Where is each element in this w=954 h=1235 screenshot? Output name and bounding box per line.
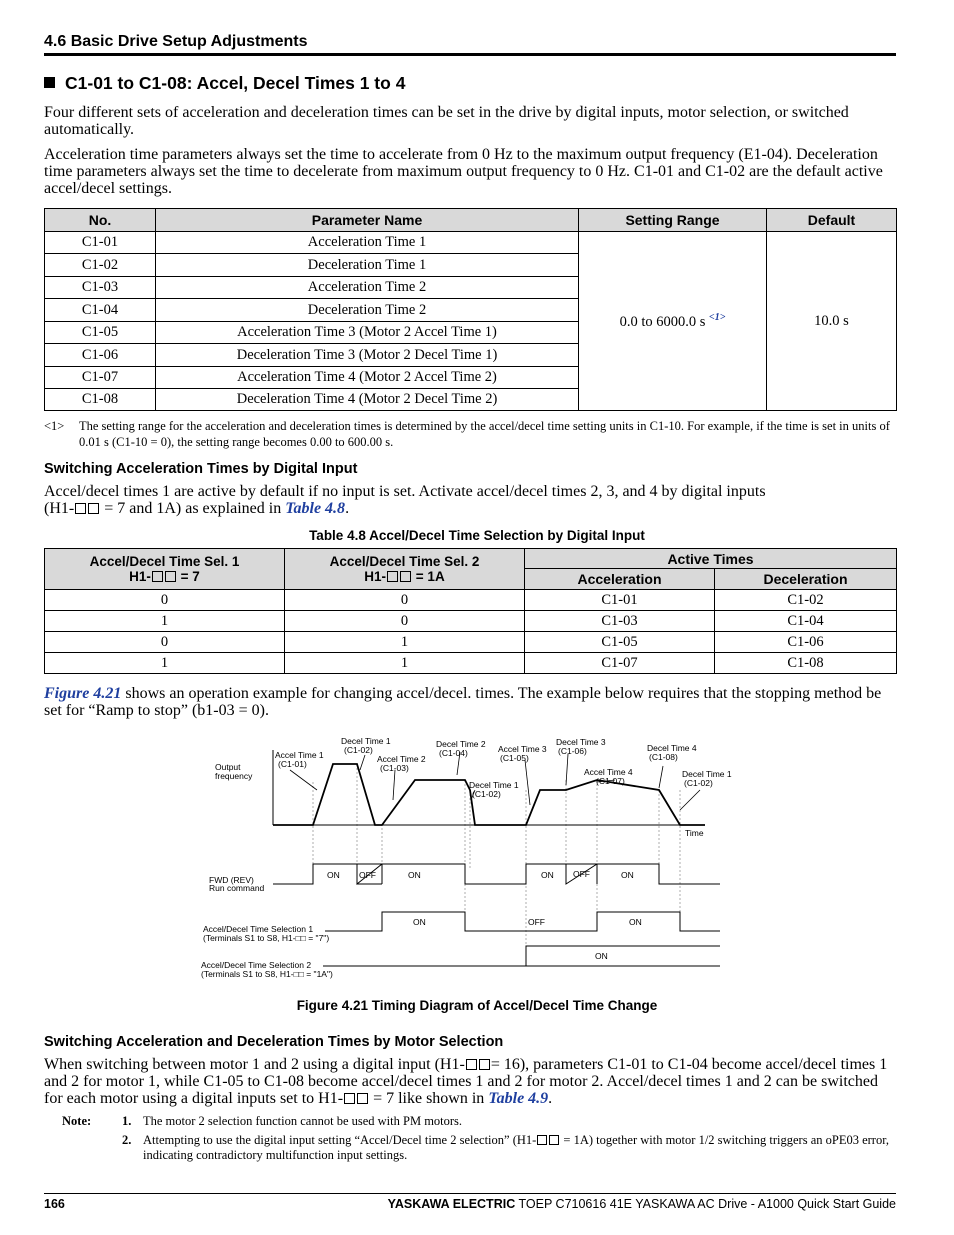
param-no: C1-01 [45,232,156,254]
note-1-number: 1. [122,1114,132,1128]
placeholder-box-icon [357,1093,368,1104]
sel2-signal-label: Accel/Decel Time Selection 2 [201,960,312,970]
decel-time-1c-label: Decel Time 1 [682,769,732,779]
footnote [44,418,900,450]
setting-range-value: 0.0 to 6000.0 s [619,313,706,330]
table-4-9-link[interactable]: Table 4.9 [488,1090,549,1107]
accel-time-3-param: (C1-05) [500,753,529,763]
param-name: Acceleration Time 1 [156,232,579,254]
sel2-signal [323,946,720,966]
param-no: C1-02 [45,254,156,277]
table-4-8-link[interactable]: Table 4.8 [285,500,346,517]
placeholder-box-icon [344,1093,355,1104]
subheading-digital-input: Switching Acceleration Times by Digital Input [44,461,358,477]
note-label: Note: [62,1114,92,1128]
run-on-label: ON [408,870,421,880]
param-no: C1-05 [45,322,156,344]
placeholder-box-icon [400,571,411,582]
table-row [45,653,897,674]
sel2-param: H1- [364,569,387,584]
placeholder-box-icon [466,1059,477,1070]
sel2-cell: 0 [285,611,525,632]
table-4-8-caption: Table 4.8 Accel/Decel Time Selection by Digital Input [309,528,645,543]
col-header-acceleration: Acceleration [525,569,715,590]
param-no: C1-06 [45,344,156,367]
param-name: Deceleration Time 3 (Motor 2 Decel Time 1) [156,344,579,367]
sel2-signal-terminals: (Terminals S1 to S8, H1-□□ = "1A") [201,969,333,979]
placeholder-box-icon [88,503,99,514]
section-title [44,73,405,94]
param-name: Acceleration Time 2 [156,277,579,299]
sel2-value: = 1A [412,569,445,584]
sel1-signal [325,912,720,931]
param-no: C1-08 [45,389,156,411]
timing-diagram [195,730,735,985]
note-2-number: 2. [122,1133,132,1147]
footer-brand: YASKAWA ELECTRIC [387,1197,516,1211]
digital-input-paragraph: Accel/decel times 1 are active by default if no input is set. Activate accel/decel times 2, 3, and 4 by digital inputs (H1- = 7 and 1A) as explained in Table 4.8. [44,483,766,517]
sel2-cell: 1 [285,632,525,653]
sel2-cell: 1 [285,653,525,674]
note-2-text [143,1133,899,1163]
decel-time-3-param: (C1-06) [558,746,587,756]
placeholder-box-icon [387,571,398,582]
accel-time-1-param: (C1-01) [278,759,307,769]
footnote-ref-link[interactable]: <1> [709,311,726,323]
page-footer [44,1193,896,1211]
section-header: 4.6 Basic Drive Setup Adjustments [44,33,896,56]
decel-time-1c-param: (C1-02) [684,778,713,788]
col-header-range: Setting Range [579,209,767,232]
sel1-signal-label: Accel/Decel Time Selection 1 [203,924,314,934]
footnote-text: The setting range for the acceleration and deceleration times is determined by the accel/decel time setting units in C1-10. For example, if the time is set in units of 0.01 s (C1-10 = 0), the setting range becomes 0.00 to 600.00 s. [79,419,890,449]
decel-time-4-label: Decel Time 4 [647,743,697,753]
dec-cell: C1-04 [715,611,897,632]
sel1-signal-terminals: (Terminals S1 to S8, H1-□□ = "7") [203,933,330,943]
acc-cell: C1-01 [525,590,715,611]
dec-cell: C1-02 [715,590,897,611]
figure-intro-text: shows an operation example for changing accel/decel. times. The example below requires that the stopping method be set for “Ramp to stop” (b1-03 = 0). [44,685,882,719]
setting-range [579,232,767,411]
param-name: Deceleration Time 2 [156,299,579,322]
subheading-motor-selection: Switching Acceleration and Deceleration Times by Motor Selection [44,1034,504,1050]
accel-time-2-param: (C1-03) [380,763,409,773]
col-header-sel2 [285,549,525,590]
page-number: 166 [44,1197,65,1211]
sel1-cell: 1 [45,611,285,632]
col-header-default: Default [767,209,897,232]
square-bullet-icon [44,77,55,88]
decel-time-4-param: (C1-08) [649,752,678,762]
figure-4-21-caption: Figure 4.21 Timing Diagram of Accel/Decel Time Change [296,998,658,1013]
run-on-label: ON [327,870,340,880]
decel-time-3-label: Decel Time 3 [556,737,606,747]
col-header-active-times: Active Times [525,549,897,569]
figure-intro-paragraph [44,685,900,719]
acc-cell: C1-07 [525,653,715,674]
decel-time-1b-label: Decel Time 1 [469,780,519,790]
parameter-table [44,208,897,411]
motor-selection-paragraph: When switching between motor 1 and 2 using a digital input (H1- = 16), parameters C1-01 to C1-04 become accel/decel times 1 and 2 for motor 1, while C1-05 to C1-08 become accel/decel times 1 and 2 for motor 2. Accel/decel times 1 and 2 can be switched for each motor using a digital inputs set to H1- = 7 like shown in Table 4.9. [44,1056,888,1107]
acc-cell: C1-03 [525,611,715,632]
accel-time-4-label: Accel Time 4 [584,767,633,777]
accel-time-3-label: Accel Time 3 [498,744,547,754]
col-header-sel1 [45,549,285,590]
time-selection-table [44,548,897,674]
footer-doc: TOEP C710616 41E YASKAWA AC Drive - A1000 Quick Start Guide [515,1197,896,1211]
placeholder-box-icon [549,1135,559,1145]
decel-time-2-label: Decel Time 2 [436,739,486,749]
col-header-no: No. [45,209,156,232]
output-frequency-label: Output [215,762,241,772]
sel2-on-label: ON [595,951,608,961]
dec-cell: C1-08 [715,653,897,674]
note-2-text-a: Attempting to use the digital input setting “Accel/Decel time 2 selection” (H1- [143,1133,537,1147]
param-name: Acceleration Time 4 (Motor 2 Accel Time 2) [156,367,579,389]
time-axis-label: Time [685,828,704,838]
motor-text-b: = 16), parameters C1-01 to C1-04 become accel/decel times 1 and 2 for motor 1, while C1-05 to C1-08 become accel/decel times 1 and 2 for motor 2. Accel/decel times 1 and 2 can be switched for each motor using a digital inputs set to H1- [44,1056,888,1107]
digital-input-text-b: (H1- [44,500,75,517]
param-no: C1-03 [45,277,156,299]
sel1-on-label: ON [413,917,426,927]
digital-input-text-a: Accel/decel times 1 are active by default if no input is set. Activate accel/decel times 2, 3, and 4 by digital inputs [44,483,766,500]
sel1-cell: 0 [45,632,285,653]
fwd-run-label: FWD (REV) [209,875,254,885]
table-row [45,632,897,653]
param-name: Deceleration Time 4 (Motor 2 Decel Time 2) [156,389,579,411]
placeholder-box-icon [75,503,86,514]
placeholder-box-icon [479,1059,490,1070]
sel1-cell: 0 [45,590,285,611]
sel1-value: = 7 [176,569,200,584]
motor-text-a: When switching between motor 1 and 2 using a digital input (H1- [44,1056,465,1073]
sel1-label: Accel/Decel Time Sel. 1 [89,554,240,569]
fwd-run-label-2: Run command [209,883,265,893]
accel-time-4-param: (C1-07) [596,776,625,786]
sel1-off-label: OFF [528,917,545,927]
run-off-label: OFF [573,869,590,879]
decel-time-2-param: (C1-04) [439,748,468,758]
note-1-text: The motor 2 selection function cannot be used with PM motors. [143,1114,463,1128]
dec-cell: C1-06 [715,632,897,653]
sel1-param: H1- [129,569,151,584]
placeholder-box-icon [165,571,176,582]
decel-time-1-param: (C1-02) [344,745,373,755]
motor-text-c: = 7 like shown in [369,1090,489,1107]
col-header-deceleration: Deceleration [715,569,897,590]
figure-4-21-link[interactable]: Figure 4.21 [44,685,122,702]
table-row [45,232,897,254]
param-no: C1-04 [45,299,156,322]
sel1-on-label: ON [629,917,642,927]
run-on-label: ON [541,870,554,880]
sel1-cell: 1 [45,653,285,674]
accel-time-1-label: Accel Time 1 [275,750,324,760]
footer-doc-info [388,1197,896,1211]
placeholder-box-icon [537,1135,547,1145]
fwd-run-signal [273,864,720,884]
param-no: C1-07 [45,367,156,389]
intro-paragraph-1: Four different sets of acceleration and deceleration times can be set in the drive by digital inputs, motor selection, or switched automatically. [44,104,849,138]
note-2-text-b: = 1A) together with motor 1/2 switching triggers an oPE03 error, indicating contradictory multifunction input settings. [143,1133,890,1162]
accel-time-2-label: Accel Time 2 [377,754,426,764]
col-header-name: Parameter Name [156,209,579,232]
table-row [45,611,897,632]
run-on-label: ON [621,870,634,880]
default-value: 10.0 s [767,232,897,411]
sel2-label: Accel/Decel Time Sel. 2 [329,554,480,569]
decel-time-1b-param: (C1-02) [472,789,501,799]
acc-cell: C1-05 [525,632,715,653]
decel-time-1-label: Decel Time 1 [341,736,391,746]
run-off-label: OFF [359,870,376,880]
intro-paragraph-2: Acceleration time parameters always set the time to accelerate from 0 Hz to the maximum output frequency (E1-04). Deceleration time parameters always set the time to decelerate from maximum output frequency to 0 Hz. C1-01 and C1-02 are the default active accel/decel settings. [44,146,883,197]
param-name: Acceleration Time 3 (Motor 2 Accel Time 1) [156,322,579,344]
param-name: Deceleration Time 1 [156,254,579,277]
title-text: C1-01 to C1-08: Accel, Decel Times 1 to 4 [65,73,406,93]
output-frequency-label-2: frequency [215,771,253,781]
placeholder-box-icon [152,571,163,582]
table-row [45,590,897,611]
sel2-cell: 0 [285,590,525,611]
footnote-mark: <1> [44,419,65,433]
digital-input-text-c: = 7 and 1A) as explained in [100,500,286,517]
